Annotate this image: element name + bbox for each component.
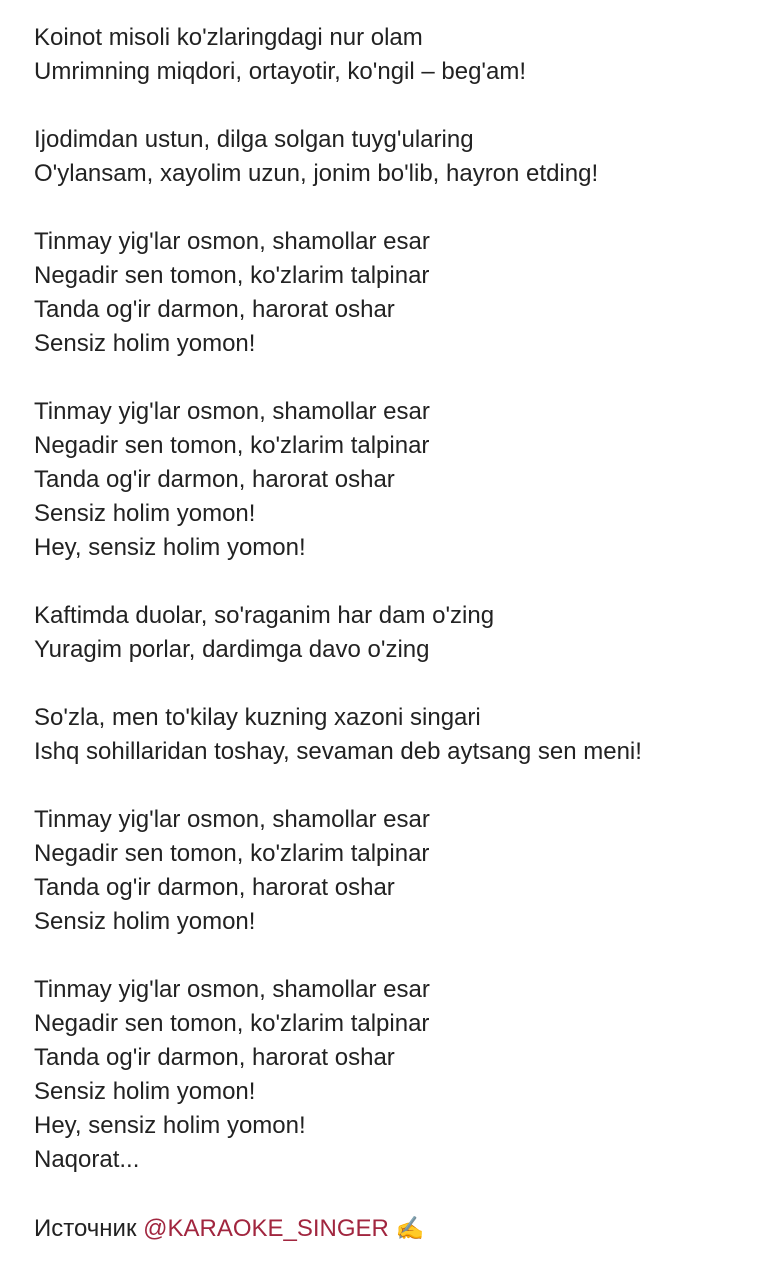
lyrics-line: Hey, sensiz holim yomon! bbox=[34, 1112, 306, 1139]
lyrics-line: Tanda og'ir darmon, harorat oshar bbox=[34, 1044, 395, 1071]
lyrics-line: Ishq sohillaridan toshay, sevaman deb aytsang sen meni! bbox=[34, 738, 642, 765]
lyrics-line: Tinmay yig'lar osmon, shamollar esar bbox=[34, 228, 430, 255]
lyrics-line: Naqorat... bbox=[34, 1146, 140, 1173]
lyrics-line: Yuragim porlar, dardimga davo o'zing bbox=[34, 636, 430, 663]
lyrics-line: Kaftimda duolar, so'raganim har dam o'zing bbox=[34, 602, 495, 629]
source-label: Источник bbox=[34, 1215, 144, 1242]
lyrics-line: Tanda og'ir darmon, harorat oshar bbox=[34, 874, 395, 901]
lyrics-line: Umrimning miqdori, ortayotir, ko'ngil – beg'am! bbox=[34, 58, 527, 85]
lyrics-stanza bbox=[34, 599, 757, 667]
lyrics-stanza bbox=[34, 225, 757, 361]
lyrics-line: O'ylansam, xayolim uzun, jonim bo'lib, hayron etding! bbox=[34, 160, 599, 187]
lyrics-stanza bbox=[34, 395, 757, 565]
lyrics-line: Ijodimdan ustun, dilga solgan tuyg'ularing bbox=[34, 126, 474, 153]
lyrics-line: Sensiz holim yomon! bbox=[34, 1078, 256, 1105]
lyrics-line: Tanda og'ir darmon, harorat oshar bbox=[34, 466, 395, 493]
lyrics-line: Negadir sen tomon, ko'zlarim talpinar bbox=[34, 432, 430, 459]
lyrics-line: Hey, sensiz holim yomon! bbox=[34, 534, 306, 561]
lyrics-line: Tinmay yig'lar osmon, shamollar esar bbox=[34, 976, 430, 1003]
lyrics-line: Negadir sen tomon, ko'zlarim talpinar bbox=[34, 1010, 430, 1037]
lyrics-line: Koinot misoli ko'zlaringdagi nur olam bbox=[34, 24, 423, 51]
lyrics-line: Sensiz holim yomon! bbox=[34, 500, 256, 527]
lyrics-stanza bbox=[34, 21, 757, 89]
lyrics-stanza bbox=[34, 803, 757, 939]
lyrics-line: Tanda og'ir darmon, harorat oshar bbox=[34, 296, 395, 323]
lyrics-line: Tinmay yig'lar osmon, shamollar esar bbox=[34, 806, 430, 833]
lyrics-stanza bbox=[34, 701, 757, 769]
lyrics-line: Tinmay yig'lar osmon, shamollar esar bbox=[34, 398, 430, 425]
mention-link[interactable]: @KARAOKE_SINGER bbox=[143, 1215, 389, 1242]
lyrics-body bbox=[34, 21, 757, 1177]
lyrics-stanza bbox=[34, 973, 757, 1177]
lyrics-line: Sensiz holim yomon! bbox=[34, 908, 256, 935]
writing-hand-emoji: ✍️ bbox=[395, 1215, 425, 1241]
source-line bbox=[34, 1211, 757, 1245]
lyrics-line: Negadir sen tomon, ko'zlarim talpinar bbox=[34, 840, 430, 867]
lyrics-line: Sensiz holim yomon! bbox=[34, 330, 256, 357]
lyrics-line: So'zla, men to'kilay kuzning xazoni singari bbox=[34, 704, 481, 731]
lyrics-stanza bbox=[34, 123, 757, 191]
lyrics-line: Negadir sen tomon, ko'zlarim talpinar bbox=[34, 262, 430, 289]
